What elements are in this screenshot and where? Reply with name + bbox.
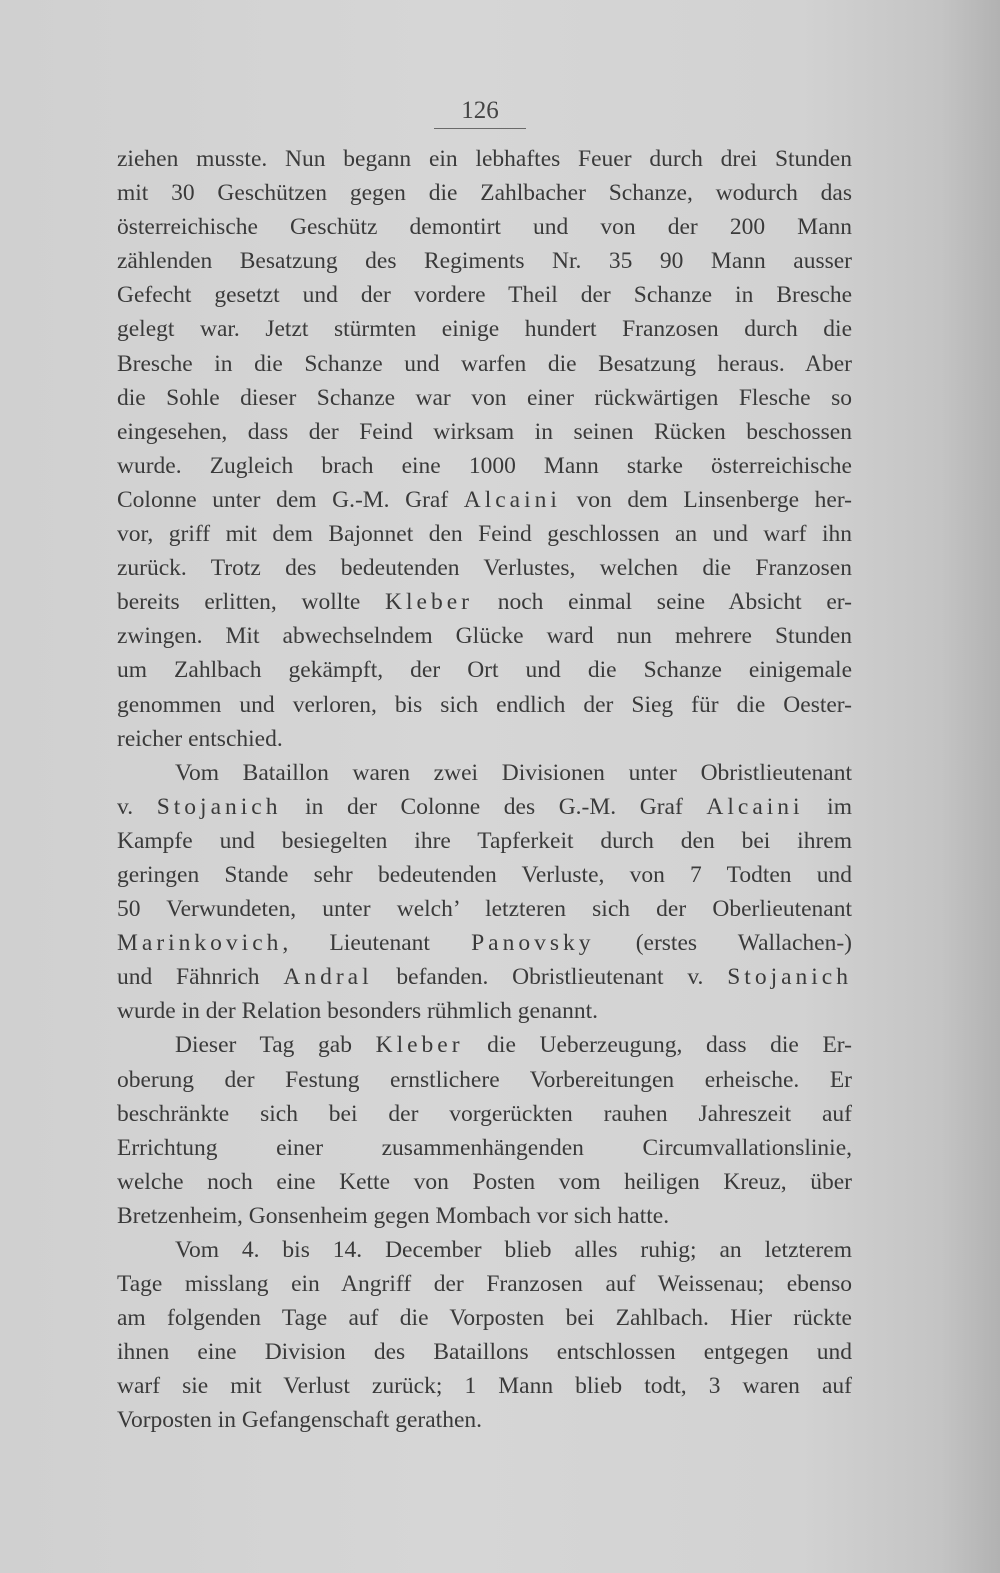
text-line: [117, 722, 852, 756]
text-line: [117, 176, 852, 210]
text-segment: Gefecht gesetzt und der vordere Theil der Schanze in Bresche: [117, 282, 852, 309]
text-segment: v.: [117, 793, 157, 820]
spaced-name: Andral: [283, 964, 373, 991]
text-segment: Vorposten in Gefangenschaft gerathen.: [117, 1407, 482, 1434]
text-segment: 50 Verwundeten, unter welch’ letzteren sich der Oberlieutenant: [117, 896, 852, 923]
text-line: [117, 790, 852, 824]
text-line: [117, 1369, 852, 1403]
text-line: [117, 278, 852, 312]
text-segment: die Sohle dieser Schanze war von einer rückwärtigen Flesche so: [117, 384, 852, 411]
text-line: [117, 449, 852, 483]
text-segment: reicher entschied.: [117, 725, 283, 752]
text-line: [117, 653, 852, 687]
text-segment: befanden. Obristlieutenant v.: [372, 964, 728, 991]
text-line: [117, 756, 852, 790]
text-line: [117, 858, 852, 892]
text-line: [117, 994, 852, 1028]
text-segment: Bretzenheim, Gonsenheim gegen Mombach vor sich hatte.: [117, 1202, 670, 1229]
text-segment: Errichtung einer zusammenhängenden Circumvallationslinie,: [117, 1134, 852, 1161]
text-segment: in der Colonne des G.-M. Graf: [281, 793, 707, 820]
text-line: [117, 1199, 852, 1233]
text-segment: wurde in der Relation besonders rühmlich genannt.: [117, 998, 598, 1025]
text-line: [117, 244, 852, 278]
text-segment: von dem Linsenberge her-: [560, 486, 853, 513]
spaced-name: Stojanich: [727, 964, 852, 991]
text-segment: Vom 4. bis 14. December blieb alles ruhig; an letzterem: [175, 1237, 852, 1263]
spaced-name: Alcaini: [706, 793, 804, 820]
text-line: [117, 381, 852, 415]
text-line: [117, 210, 852, 244]
body-text: [117, 142, 852, 1438]
text-line: [117, 1028, 852, 1062]
text-line: [117, 1403, 852, 1437]
text-line: [117, 347, 852, 381]
text-segment: wurde. Zugleich brach eine 1000 Mann starke österreichische: [117, 452, 852, 479]
text-line: [117, 960, 852, 994]
text-line: [117, 1233, 852, 1267]
text-segment: Dieser Tag gab: [175, 1032, 376, 1059]
text-line: [117, 1301, 852, 1335]
text-line: [117, 1335, 852, 1369]
text-line: [117, 688, 852, 722]
text-segment: zwingen. Mit abwechselndem Glücke ward nun mehrere Stunden: [117, 623, 852, 650]
text-segment: am folgenden Tage auf die Vorposten bei Zahlbach. Hier rückte: [117, 1305, 852, 1332]
text-segment: Bresche in die Schanze und warfen die Besatzung heraus. Aber: [117, 350, 852, 377]
text-segment: österreichische Geschütz demontirt und von der 200 Mann: [117, 214, 852, 241]
text-segment: , Lieutenant: [282, 930, 472, 957]
text-line: [117, 1267, 852, 1301]
text-segment: warf sie mit Verlust zurück; 1 Mann blieb todt, 3 waren auf: [117, 1373, 852, 1400]
text-line: [117, 585, 852, 619]
text-segment: zählenden Besatzung des Regiments Nr. 35 90 Mann ausser: [117, 248, 852, 275]
text-segment: ihnen eine Division des Bataillons entschlossen entgegen und: [117, 1339, 852, 1366]
text-line: [117, 415, 852, 449]
text-line: [117, 1165, 852, 1199]
text-line: [117, 1131, 852, 1165]
page-number-rule: [434, 128, 526, 129]
text-segment: Vom Bataillon waren zwei Divisionen unter Obristlieutenant: [175, 759, 852, 786]
text-segment: oberung der Festung ernstlichere Vorbereitungen erheische. Er: [117, 1066, 852, 1093]
spaced-name: Kleber: [375, 1032, 464, 1059]
text-segment: bereits erlitten, wollte: [117, 589, 386, 616]
text-segment: (erstes Wallachen-): [594, 930, 853, 957]
text-segment: noch einmal seine Absicht er-: [472, 589, 852, 616]
text-segment: geringen Stande sehr bedeutenden Verluste, von 7 Todten und: [117, 861, 852, 888]
text-segment: die Ueberzeugung, dass die Er-: [463, 1032, 852, 1059]
text-line: [117, 483, 852, 517]
text-line: [117, 892, 852, 926]
text-segment: eingesehen, dass der Feind wirksam in seinen Rücken beschossen: [117, 418, 852, 445]
text-line: [117, 619, 852, 653]
page-number: 126: [461, 97, 499, 124]
text-segment: welche noch eine Kette von Posten vom heiligen Kreuz, über: [117, 1168, 852, 1195]
text-segment: um Zahlbach gekämpft, der Ort und die Schanze einigemale: [117, 657, 852, 684]
text-line: [117, 312, 852, 346]
text-segment: vor, griff mit dem Bajonnet den Feind geschlossen an und warf ihn: [117, 521, 852, 548]
text-segment: und Fähnrich: [117, 964, 284, 991]
text-segment: Kampfe und besiegelten ihre Tapferkeit durch den bei ihrem: [117, 827, 852, 854]
text-segment: Colonne unter dem G.-M. Graf: [117, 486, 464, 513]
text-segment: mit 30 Geschützen gegen die Zahlbacher Schanze, wodurch das: [117, 180, 852, 207]
text-segment: gelegt war. Jetzt stürmten einige hundert Franzosen durch die: [117, 316, 852, 343]
text-segment: im: [803, 793, 852, 820]
text-segment: genommen und verloren, bis sich endlich der Sieg für die Oester-: [117, 691, 852, 718]
text-segment: beschränkte sich bei der vorgerückten rauhen Jahreszeit auf: [117, 1100, 852, 1127]
text-line: [117, 926, 852, 960]
spaced-name: Panovsky: [471, 930, 595, 957]
text-line: [117, 1063, 852, 1097]
spaced-name: Kleber: [385, 589, 473, 616]
text-segment: ziehen musste. Nun begann ein lebhaftes Feuer durch drei Stunden: [117, 146, 852, 172]
spaced-name: Alcaini: [463, 486, 561, 513]
text-line: [117, 551, 852, 585]
text-line: [117, 1097, 852, 1131]
text-segment: zurück. Trotz des bedeutenden Verlustes, welchen die Franzosen: [117, 555, 852, 582]
spaced-name: Marinkovich: [117, 930, 283, 957]
text-line: [117, 517, 852, 551]
spaced-name: Stojanich: [156, 793, 282, 820]
text-line: [117, 824, 852, 858]
text-line: [117, 142, 852, 176]
text-segment: Tage misslang ein Angriff der Franzosen auf Weissenau; ebenso: [117, 1271, 852, 1298]
